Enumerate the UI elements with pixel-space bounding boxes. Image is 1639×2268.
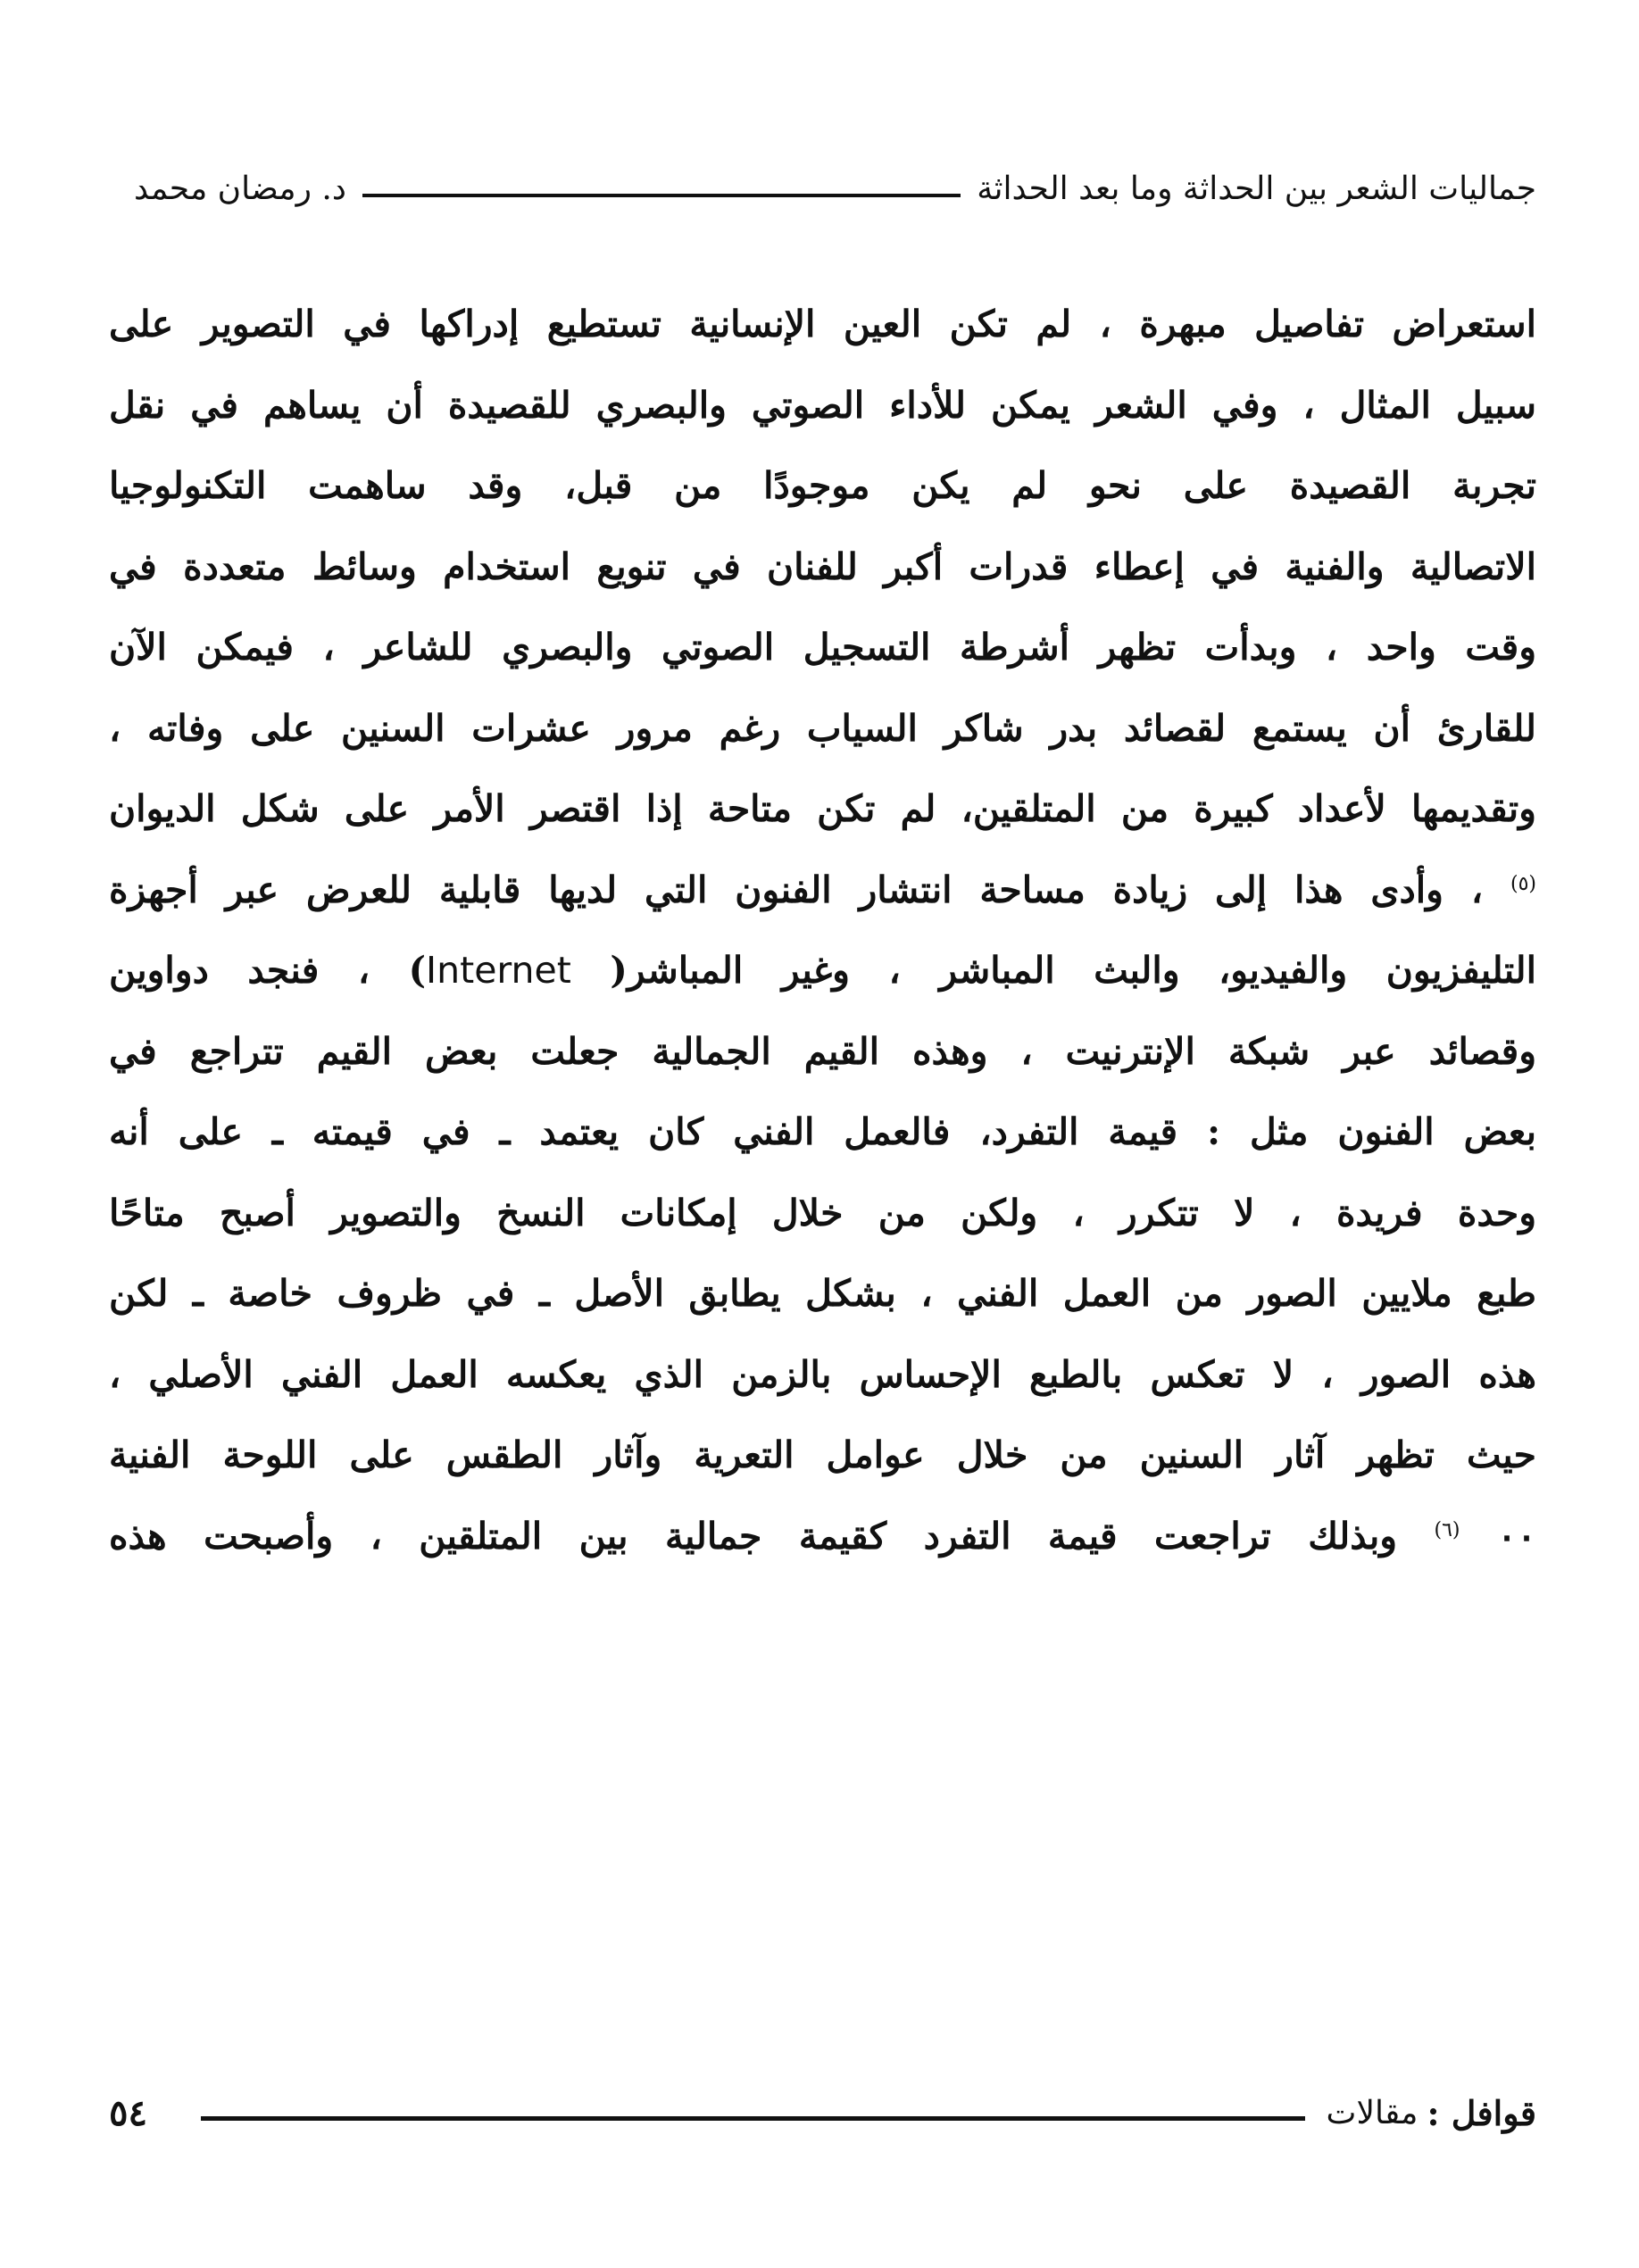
body-text	[109, 284, 1536, 1576]
footer-section: مقالات	[1326, 2094, 1419, 2131]
body-line	[109, 1496, 1536, 1577]
header-author: د. رمضان محمد	[134, 170, 346, 207]
body-line: طبع ملايين الصور من العمل الفني ، بشكل يطابق الأصل ـ في ظروف خاصة ـ لكن	[109, 1272, 1536, 1315]
latin-term: Internet	[426, 949, 571, 992]
body-line: بعض الفنون مثل : قيمة التفرد، فالعمل الفني كان يعتمد ـ في قيمته ـ على أنه	[109, 1110, 1536, 1153]
footnote-reference: (٦)	[1434, 1518, 1460, 1541]
body-line: للقارئ أن يستمع لقصائد بدر شاكر السياب رغم مرور عشرات السنين على وفاته ،	[109, 706, 1536, 750]
body-line: استعراض تفاصيل مبهرة ، لم تكن العين الإنسانية تستطيع إدراكها في التصوير على	[109, 303, 1536, 345]
body-line-text: وبذلك تراجعت قيمة التفرد كقيمة جمالية بين المتلقين ، وأصبحت هذه	[109, 1514, 1398, 1558]
body-line	[109, 850, 1536, 931]
body-line-text: ) ، فنجد دواوين	[109, 949, 427, 992]
body-line-text: ، وأدى هذا إلى زيادة مساحة انتشار الفنون التي لديها قابلية للعرض عبر أجهزة	[109, 868, 1484, 911]
running-footer	[109, 2081, 1536, 2144]
body-line: تجربة القصيدة على نحو لم يكن موجودًا من قبل، وقد ساهمت التكنولوجيا	[109, 464, 1536, 507]
footnote-reference: (٥)	[1510, 872, 1536, 895]
header-rule	[362, 194, 961, 197]
body-line	[109, 930, 1536, 1011]
body-line: حيث تظهر آثار السنين من خلال عوامل التعرية وآثار الطقس على اللوحة الفنية	[109, 1433, 1536, 1476]
body-line: وتقديمها لأعداد كبيرة من المتلقين، لم تكن متاحة إذا اقتصر الأمر على شكل الديوان	[109, 787, 1536, 830]
body-line-text: التليفزيون والفيديو، والبث المباشر ، وغير المباشر(	[610, 949, 1536, 992]
body-line: هذه الصور ، لا تعكس بالطبع الإحساس بالزمن الذي يعكسه العمل الفني الأصلي ،	[109, 1352, 1536, 1396]
page-number: ٥٤	[109, 2091, 147, 2134]
body-line-dots: ٠٠	[1496, 1514, 1536, 1558]
body-line: وقت واحد ، وبدأت تظهر أشرطة التسجيل الصوتي والبصري للشاعر ، فيمكن الآن	[109, 626, 1536, 669]
body-line: وحدة فريدة ، لا تتكرر ، ولكن من خلال إمكانات النسخ والتصوير أصبح متاحًا	[109, 1191, 1536, 1234]
footer-journal-name: قوافل :	[1427, 2092, 1536, 2133]
footer-rule	[201, 2116, 1305, 2121]
body-line: الاتصالية والفنية في إعطاء قدرات أكبر للفنان في تنويع استخدام وسائط متعددة في	[109, 544, 1536, 588]
body-line: وقصائد عبر شبكة الإنترنيت ، وهذه القيم الجمالية جعلت بعض القيم تتراجع في	[109, 1029, 1536, 1073]
running-header	[134, 162, 1536, 216]
body-line: سبيل المثال ، وفي الشعر يمكن للأداء الصوتي والبصري للقصيدة أن يساهم في نقل	[109, 383, 1536, 427]
header-title: جماليات الشعر بين الحداثة وما بعد الحداثة	[977, 170, 1536, 207]
